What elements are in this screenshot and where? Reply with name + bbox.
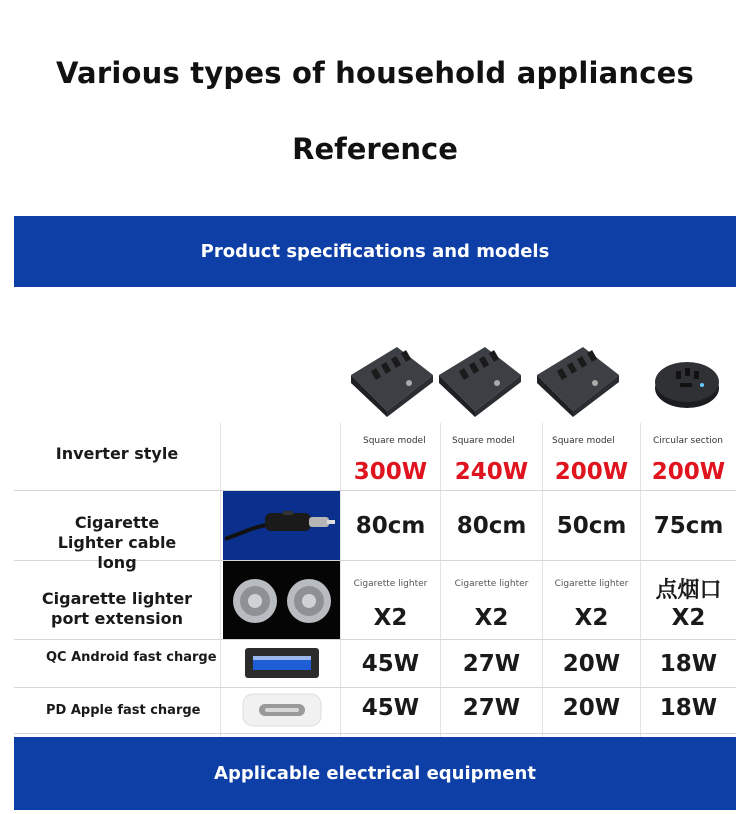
pd-power: 20W xyxy=(562,695,621,721)
circular-inverter-icon xyxy=(652,355,722,411)
port-note: 点烟口 xyxy=(655,578,722,603)
qc-power: 20W xyxy=(562,651,621,677)
page-title: Various types of household appliances xyxy=(56,56,694,90)
model-label: Square model xyxy=(452,436,515,446)
page-subtitle: Reference xyxy=(292,132,458,166)
row-label-inverter-style: Inverter style xyxy=(55,444,179,463)
row-label-qc: QC Android fast charge xyxy=(46,650,217,665)
cable-length: 80cm xyxy=(355,513,426,539)
cable-length: 80cm xyxy=(456,513,527,539)
spec-table xyxy=(14,287,736,737)
qc-power: 18W xyxy=(659,651,718,677)
equipment-banner: Applicable electrical equipment xyxy=(14,737,736,810)
usb-c-image xyxy=(223,688,340,733)
car-plug-icon xyxy=(223,491,340,560)
car-plug-image xyxy=(223,491,340,560)
port-note: Cigarette lighter xyxy=(353,579,428,589)
usb-a-port-icon xyxy=(223,640,340,687)
cable-length: 75cm xyxy=(653,513,724,539)
port-note: Cigarette lighter xyxy=(554,579,629,589)
pd-power: 45W xyxy=(361,695,420,721)
port-count: X2 xyxy=(671,605,706,631)
qc-power: 27W xyxy=(462,651,521,677)
row-label-port-extension: Cigarette lighter port extension xyxy=(41,589,193,628)
row-label-cable-length: Cigarette Lighter cable long xyxy=(57,513,177,572)
pd-power: 18W xyxy=(659,695,718,721)
pd-power: 27W xyxy=(462,695,521,721)
power-rating: 200W xyxy=(651,459,726,485)
square-inverter-icon xyxy=(347,345,435,417)
row-label-pd: PD Apple fast charge xyxy=(46,703,201,718)
socket-pair-icon xyxy=(223,561,340,639)
power-rating: 240W xyxy=(454,459,529,485)
socket-pair-image xyxy=(223,561,340,639)
square-inverter-icon xyxy=(533,345,621,417)
usb-c-port-icon xyxy=(223,688,340,733)
model-label: Circular section xyxy=(653,436,723,446)
usb-a-image xyxy=(223,640,340,687)
power-rating: 200W xyxy=(554,459,629,485)
qc-power: 45W xyxy=(361,651,420,677)
square-inverter-icon xyxy=(435,345,523,417)
model-label: Square model xyxy=(363,436,426,446)
model-label: Square model xyxy=(552,436,615,446)
power-rating: 300W xyxy=(353,459,428,485)
specs-banner: Product specifications and models xyxy=(14,216,736,287)
cable-length: 50cm xyxy=(556,513,627,539)
port-count: X2 xyxy=(373,605,408,631)
port-count: X2 xyxy=(574,605,609,631)
port-note: Cigarette lighter xyxy=(454,579,529,589)
port-count: X2 xyxy=(474,605,509,631)
